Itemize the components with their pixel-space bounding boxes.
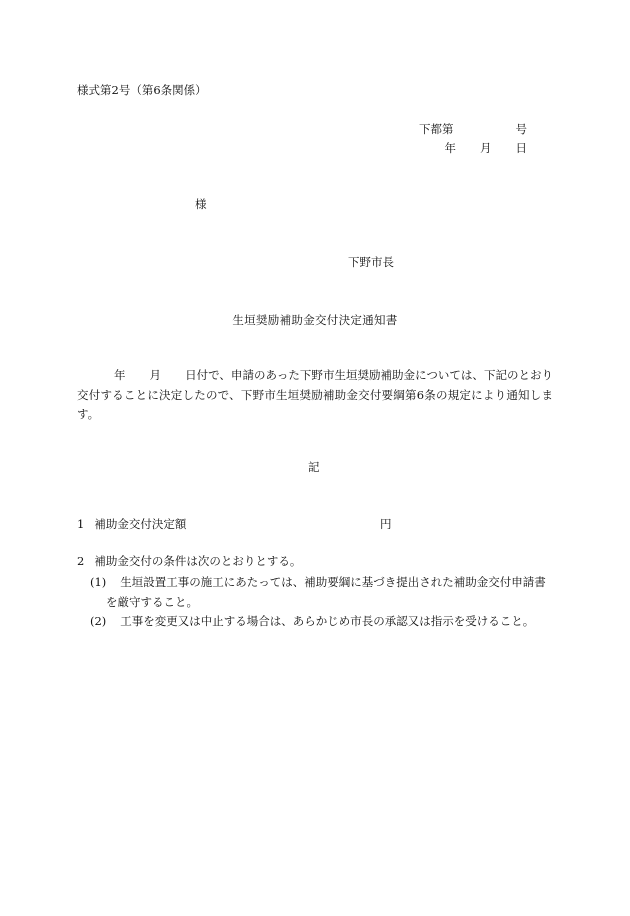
date-month: 月 — [480, 141, 492, 155]
ki-heading: 記 — [308, 460, 320, 474]
condition-2-text: 工事を変更又は中止する場合は、あらかじめ市長の承認又は指示を受けること。 — [120, 614, 535, 628]
document-number-prefix: 下都第 — [419, 122, 454, 136]
document-date — [445, 143, 528, 155]
item-1-label: 補助金交付決定額 — [94, 517, 187, 531]
condition-1-number: (1) — [90, 575, 107, 589]
item-1-unit: 円 — [380, 517, 392, 531]
item-2 — [77, 556, 301, 568]
body-month: 月 — [149, 368, 162, 382]
condition-2-number: (2) — [90, 614, 107, 628]
condition-1-text: 生垣設置工事の施工にあたっては、補助要綱に基づき提出された補助金交付申請書 — [120, 575, 546, 589]
date-year: 年 — [444, 141, 456, 155]
document-title: 生垣奨励補助金交付決定通知書 — [232, 313, 398, 327]
item-2-label: 補助金交付の条件は次のとおりとする。 — [94, 554, 302, 568]
condition-2 — [90, 616, 534, 628]
document-number — [419, 124, 527, 136]
document-number-suffix: 号 — [515, 122, 527, 136]
item-2-number: 2 — [77, 554, 85, 568]
date-day: 日 — [515, 141, 527, 155]
condition-1-continuation: を厳守すること。 — [106, 595, 198, 609]
item-1-number: 1 — [77, 517, 85, 531]
issuer: 下野市長 — [348, 255, 394, 269]
form-label: 様式第2号（第6条関係） — [77, 83, 207, 97]
item-1 — [77, 517, 392, 531]
body-text: 日付で、申請のあった下野市生垣奨励補助金については、下記のとおり交付することに決定したので、下野市生垣奨励補助金交付要綱第6条の規定により通知します。 — [77, 368, 554, 421]
condition-1 — [90, 577, 546, 589]
body-paragraph — [77, 366, 553, 425]
addressee: 様 — [195, 197, 207, 211]
body-year: 年 — [114, 368, 126, 382]
